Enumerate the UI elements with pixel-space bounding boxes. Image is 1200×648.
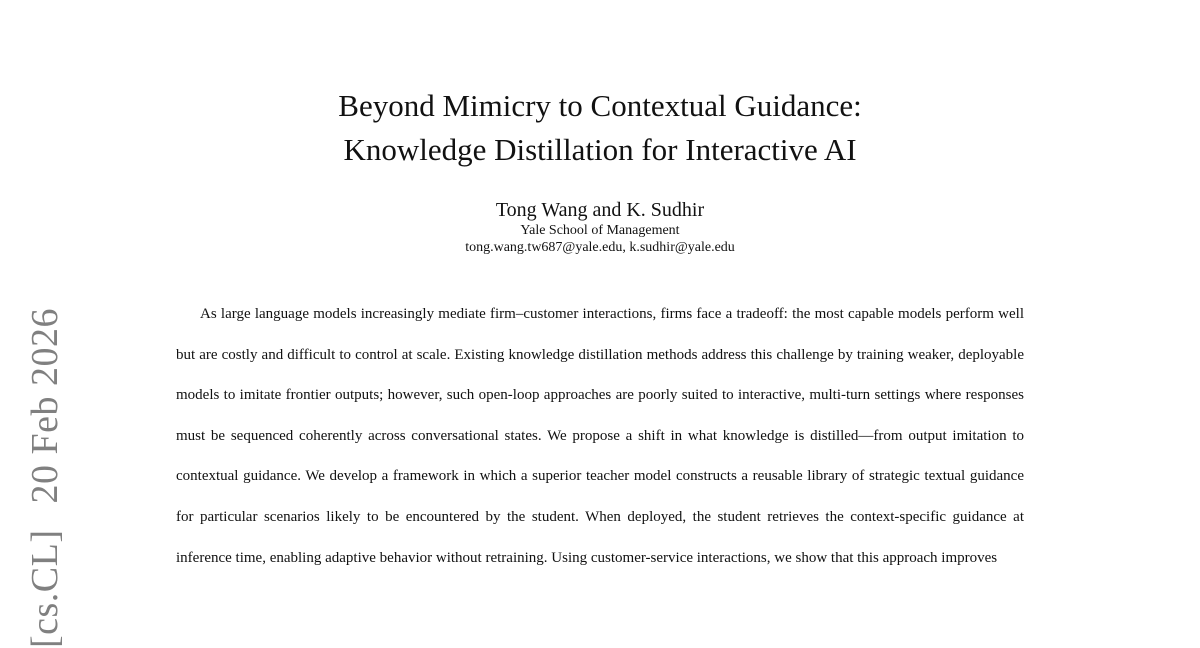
- author-block: [0, 198, 1200, 256]
- arxiv-side-stamp: [22, 308, 68, 648]
- arxiv-date: 20 Feb 2026: [24, 307, 66, 504]
- arxiv-category: [cs.CL]: [24, 529, 66, 648]
- abstract-text: As large language models increasingly mediate firm–customer interactions, firms face a tradeoff: the most capable models perform well but are costly and difficult to control at scale. Existing knowledge distillation methods address this challenge by training weaker, deployable models to imitate frontier outputs; however, such open-loop approaches are poorly suited to interactive, multi-turn settings where responses must be sequenced coherently across conversational states. We propose a shift in what knowledge is distilled—from output imitation to contextual guidance. We develop a framework in which a superior teacher model constructs a reusable library of strategic textual guidance for particular scenarios likely to be encountered by the student. When deployed, the student retrieves the context-specific guidance at inference time, enabling adaptive behavior without retraining. Using customer-service interactions, we show that this approach improves: [176, 306, 1024, 566]
- author-affiliation: Yale School of Management: [520, 223, 680, 238]
- paper-title: [0, 84, 1200, 172]
- author-names: Tong Wang and K. Sudhir: [495, 199, 705, 221]
- author-emails: tong.wang.tw687@yale.edu, k.sudhir@yale.edu: [465, 240, 735, 255]
- title-line-1: Beyond Mimicry to Contextual Guidance:: [338, 88, 862, 123]
- title-line-2: Knowledge Distillation for Interactive AI: [343, 132, 857, 167]
